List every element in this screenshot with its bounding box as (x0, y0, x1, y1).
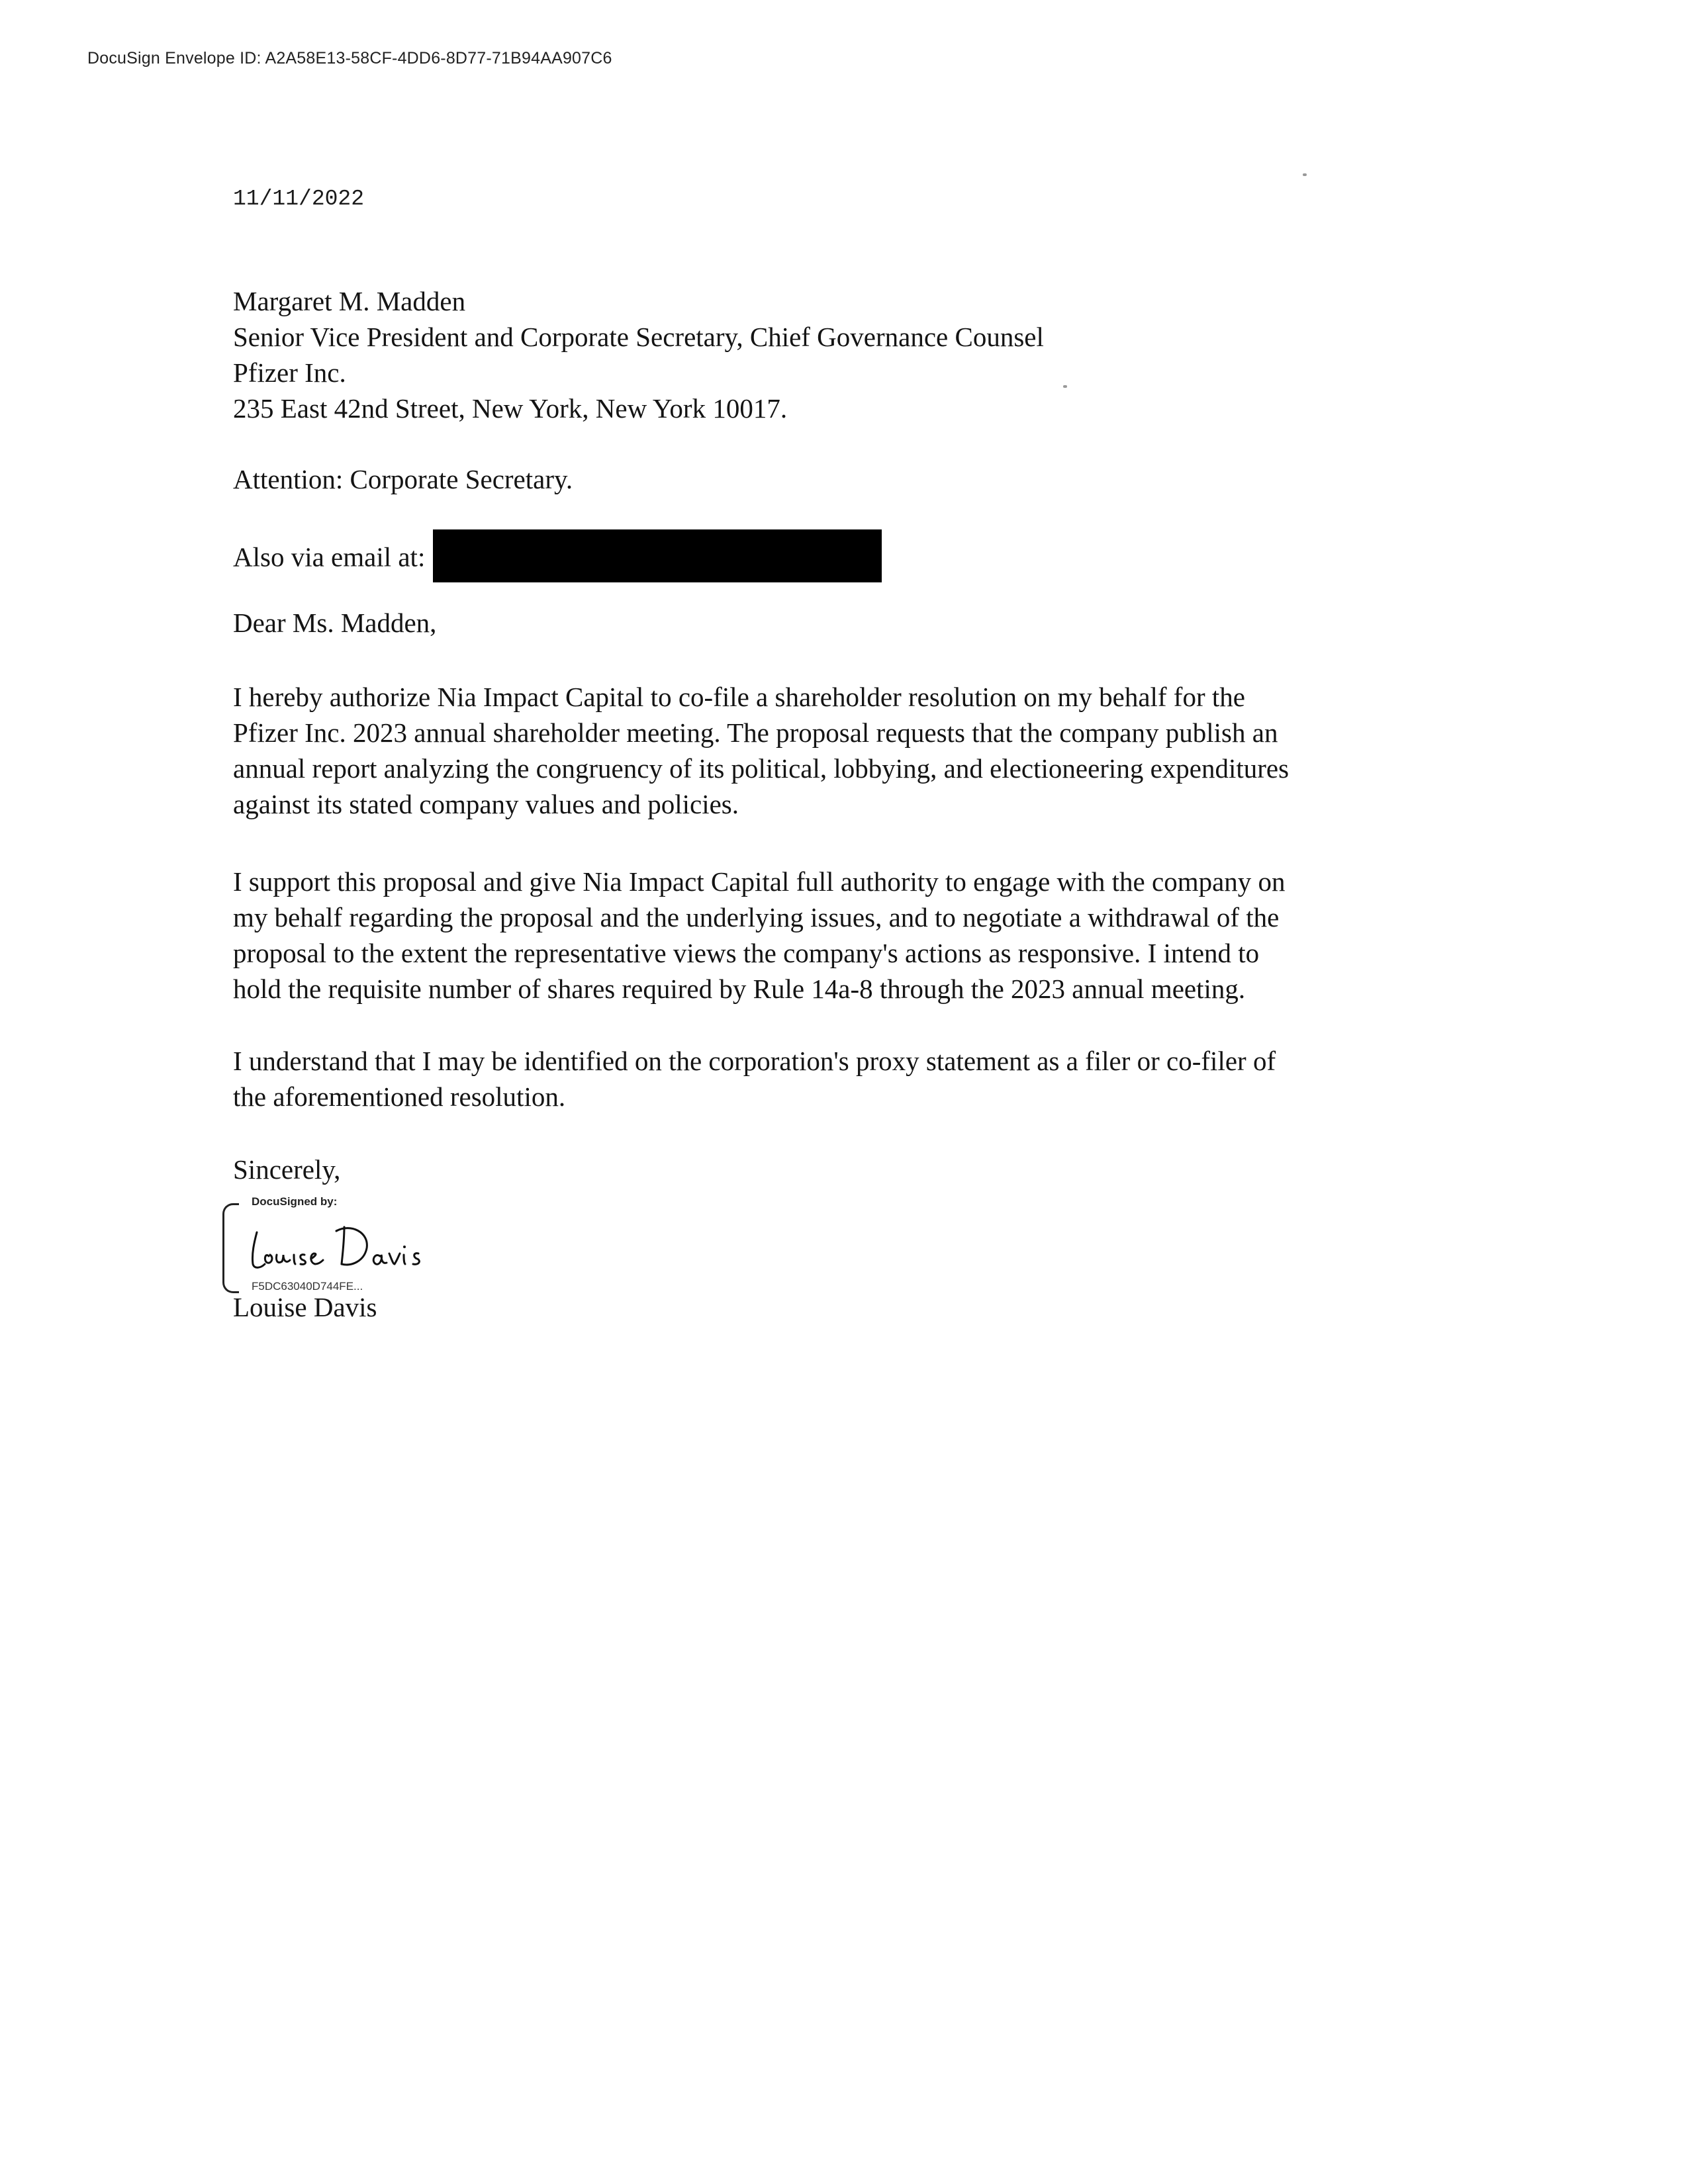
attention-line: Attention: Corporate Secretary. (233, 464, 573, 494)
paragraph-line: I understand that I may be identified on the corporation's proxy statement as a filer or co-filer of (233, 1046, 1276, 1076)
paragraph-line: annual report analyzing the congruency of its political, lobbying, and electioneering expenditures (233, 753, 1289, 784)
paragraph-line: I support this proposal and give Nia Impact Capital full authority to engage with the company on (233, 866, 1286, 897)
recipient-name: Margaret M. Madden (233, 286, 466, 316)
scan-speck (1063, 385, 1067, 388)
paragraph-authorization (233, 679, 1458, 822)
redacted-email (433, 529, 882, 582)
letter-date: 11/11/2022 (233, 187, 365, 211)
recipient-title: Senior Vice President and Corporate Secretary, Chief Governance Counsel (233, 322, 1044, 352)
paragraph-line: the aforementioned resolution. (233, 1081, 566, 1112)
salutation: Dear Ms. Madden, (233, 608, 437, 638)
paragraph-line: proposal to the extent the representative views the company's actions as responsive. I intend to (233, 938, 1260, 968)
recipient-company: Pfizer Inc. (233, 357, 346, 388)
signature-id-code: F5DC63040D744FE... (249, 1280, 365, 1293)
paragraph-line: I hereby authorize Nia Impact Capital to co-file a shareholder resolution on my behalf for the (233, 682, 1245, 712)
docusigned-by-label: DocuSigned by: (249, 1195, 340, 1208)
signer-name: Louise Davis (233, 1292, 377, 1322)
email-label: Also via email at: (233, 541, 426, 572)
paragraph-understanding (233, 1043, 1458, 1115)
docusign-envelope-id: DocuSign Envelope ID: A2A58E13-58CF-4DD6-8D77-71B94AA907C6 (87, 49, 612, 68)
handwritten-signature (245, 1212, 430, 1279)
paragraph-support (233, 864, 1458, 1007)
scan-speck (1303, 173, 1307, 176)
paragraph-line: Pfizer Inc. 2023 annual shareholder meeting. The proposal requests that the company publish an (233, 717, 1278, 748)
paragraph-line: my behalf regarding the proposal and the underlying issues, and to negotiate a withdrawal of the (233, 902, 1280, 933)
paragraph-line: hold the requisite number of shares required by Rule 14a-8 through the 2023 annual meeting. (233, 974, 1246, 1004)
recipient-address-block (233, 283, 1458, 426)
email-line (233, 533, 1458, 586)
signature-frame (222, 1203, 239, 1293)
docusign-signature-box (222, 1195, 434, 1293)
paragraph-line: against its stated company values and policies. (233, 789, 739, 819)
recipient-street-address: 235 East 42nd Street, New York, New York 10017. (233, 393, 788, 424)
closing: Sincerely, (233, 1154, 341, 1185)
